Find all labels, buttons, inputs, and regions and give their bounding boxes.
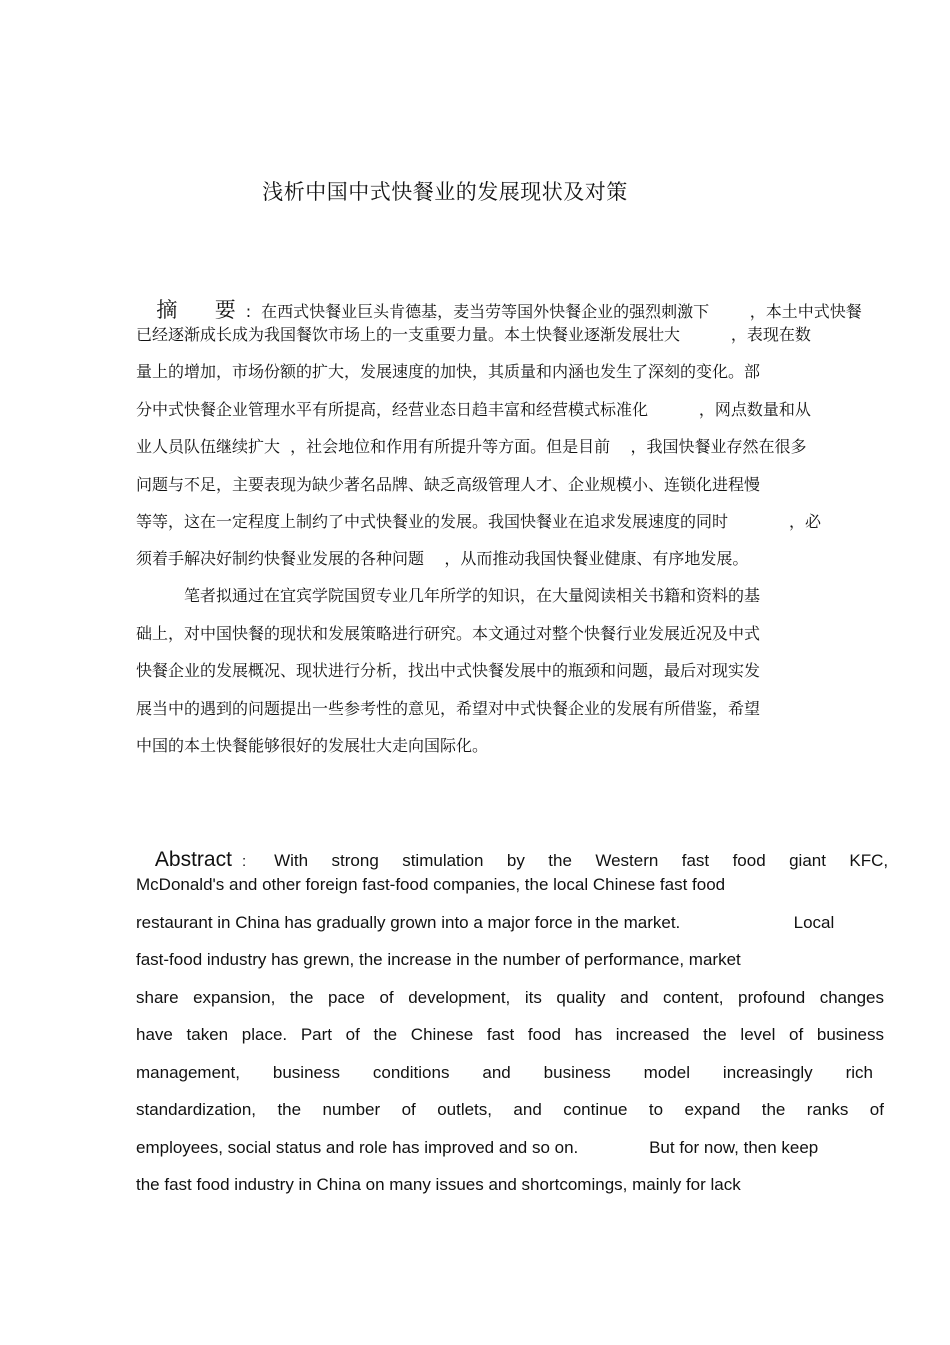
abstract-cn-p2-line-5: 中国的本土快餐能够很好的发展壮大走向国际化。 <box>136 736 489 755</box>
abstract-en-line-9: employees, social status and role has improved and so on. But for now, then keep <box>136 1138 819 1157</box>
abstract-cn-text: 在西式快餐业巨头肯德基，麦当劳等国外快餐企业的强烈刺激下 ，本土中式快餐 <box>261 302 862 321</box>
abstract-en-line-7: management, business conditions and business model increasingly rich <box>136 1063 873 1082</box>
abstract-cn-line-4: 分中式快餐企业管理水平有所提高，经营业态日趋丰富和经营模式标准化 ，网点数量和从 <box>136 400 811 419</box>
abstract-cn-line-2: 已经逐渐成长成为我国餐饮市场上的一支重要力量。本土快餐业逐渐发展壮大 ，表现在数 <box>136 325 811 344</box>
abstract-en-line-4: fast-food industry has grewn, the increase in the number of performance, market <box>136 950 741 969</box>
abstract-cn-line-6: 问题与不足，主要表现为缺少著名品牌、缺乏高级管理人才、企业规模小、连锁化进程慢 <box>136 475 761 494</box>
abstract-cn-line-7: 等等，这在一定程度上制约了中式快餐业的发展。我国快餐业在追求发展速度的同时 ，必 <box>136 512 822 531</box>
abstract-en-line-2: McDonald's and other foreign fast-food companies, the local Chinese fast food <box>136 875 726 894</box>
abstract-en-line-3: restaurant in China has gradually grown into a major force in the market. Local <box>136 913 835 932</box>
abstract-cn-p2-line-4: 展当中的遇到的问题提出一些参考性的意见，希望对中式快餐企业的发展有所借鉴，希望 <box>136 699 761 718</box>
abstract-cn-label: 摘 要 <box>156 298 244 322</box>
abstract-cn-p2-line-3: 快餐企业的发展概况、现状进行分析，找出中式快餐发展中的瓶颈和问题，最后对现实发 <box>136 661 761 680</box>
abstract-en-line-5: share expansion, the pace of development, its quality and content, profound changes <box>136 988 884 1007</box>
paper-title: 浅析中国中式快餐业的发展现状及对策 <box>262 180 628 204</box>
abstract-en-label: Abstract <box>154 848 232 871</box>
abstract-en-colon: : <box>241 853 247 870</box>
abstract-cn-p2-line-2: 础上，对中国快餐的现状和发展策略进行研究。本文通过对整个快餐行业发展近况及中式 <box>136 624 761 643</box>
abstract-cn-line-5: 业人员队伍继续扩大 ，社会地位和作用有所提升等方面。但是目前 ，我国快餐业存然在很多 <box>136 437 807 456</box>
abstract-cn-p2-line-1: 笔者拟通过在宜宾学院国贸专业几年所学的知识，在大量阅读相关书籍和资料的基 <box>184 586 761 605</box>
abstract-en-line-10: the fast food industry in China on many issues and shortcomings, mainly for lack <box>136 1175 741 1194</box>
abstract-en-line-6: have taken place. Part of the Chinese fast food has increased the level of business <box>136 1025 884 1044</box>
abstract-cn-line-3: 量上的增加，市场份额的扩大，发展速度的加快，其质量和内涵也发生了深刻的变化。部 <box>136 362 761 381</box>
abstract-en-first-line: With strong stimulation by the Western fast food giant KFC, <box>274 851 889 870</box>
abstract-en-line-8: standardization, the number of outlets, and continue to expand the ranks of <box>136 1100 884 1119</box>
abstract-cn-colon: : <box>245 302 252 321</box>
abstract-cn-line-8: 须着手解决好制约快餐业发展的各种问题 ，从而推动我国快餐业健康、有序地发展。 <box>136 549 749 568</box>
